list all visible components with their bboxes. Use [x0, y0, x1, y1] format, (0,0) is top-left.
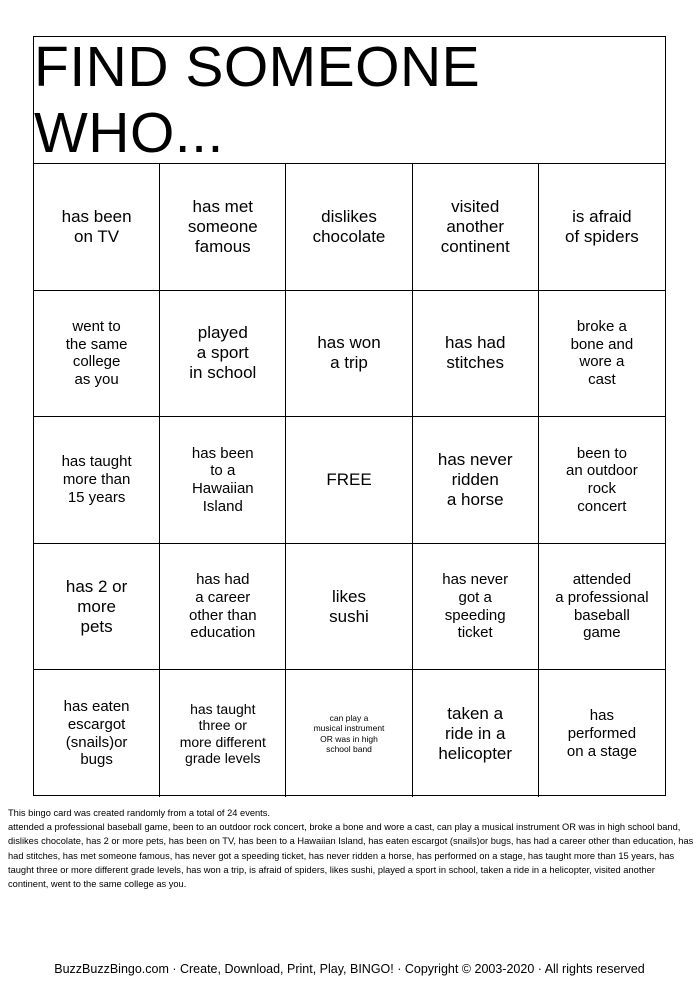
bingo-cell: has taught more than 15 years: [34, 417, 160, 544]
bingo-cell: visited another continent: [413, 164, 539, 291]
bingo-cell: has won a trip: [286, 291, 412, 418]
bingo-cell: has eaten escargot (snails)or bugs: [34, 670, 160, 797]
bingo-cell: went to the same college as you: [34, 291, 160, 418]
bingo-cell: been to an outdoor rock concert: [539, 417, 665, 544]
bingo-cell-free: FREE: [286, 417, 412, 544]
bingo-cell: can play a musical instrument OR was in high school band: [286, 670, 412, 797]
bingo-grid: [34, 164, 665, 797]
bingo-cell: dislikes chocolate: [286, 164, 412, 291]
bingo-cell: has taught three or more different grade levels: [160, 670, 286, 797]
page-footer: BuzzBuzzBingo.com · Create, Download, Print, Play, BINGO! · Copyright © 2003-2020 · All rights reserved: [54, 962, 645, 976]
bingo-cell: has performed on a stage: [566, 707, 637, 760]
bingo-cell: has met someone famous: [160, 164, 286, 291]
bingo-cell: attended a professional baseball game: [539, 544, 665, 671]
bingo-cell: has been to a Hawaiian Island: [160, 417, 286, 544]
bingo-cell: likes sushi: [286, 544, 412, 671]
bingo-card: [33, 36, 666, 796]
bingo-cell: has never got a speeding ticket: [413, 544, 539, 671]
card-title: FIND SOMEONE WHO...: [34, 37, 665, 164]
bingo-cell: has been on TV: [34, 164, 160, 291]
bingo-cell: has never ridden a horse: [413, 417, 539, 544]
bingo-cell: played a sport in school: [160, 291, 286, 418]
notes-event-list: attended a professional baseball game, been to an outdoor rock concert, broke a bone and wore a cast, can play a musical instrument OR was in high school band, dislikes chocolate, has 2 or more pets, has been on TV, has been to a Hawaiian Island, has eaten escargot (snails)or bugs, has had a career other than education, has had stitches, has met someone famous, has never got a speeding ticket, has never ridden a horse, has performed on a stage, has taught more than 15 years, has taught three or more different grade levels, has won a trip, is afraid of spiders, likes sushi, played a sport in school, taken a ride in a helicopter, visited another continent, went to the same college as you.: [8, 822, 694, 890]
bingo-cell: is afraid of spiders: [539, 164, 665, 291]
bingo-cell: taken a ride in a helicopter: [413, 670, 539, 797]
bingo-cell: broke a bone and wore a cast: [539, 291, 665, 418]
bingo-cell: has had stitches: [413, 291, 539, 418]
bingo-cell: has had a career other than education: [160, 544, 286, 671]
bingo-cell: has 2 or more pets: [34, 544, 160, 671]
notes-intro: This bingo card was created randomly from a total of 24 events.: [8, 808, 270, 818]
card-notes: [8, 806, 694, 891]
